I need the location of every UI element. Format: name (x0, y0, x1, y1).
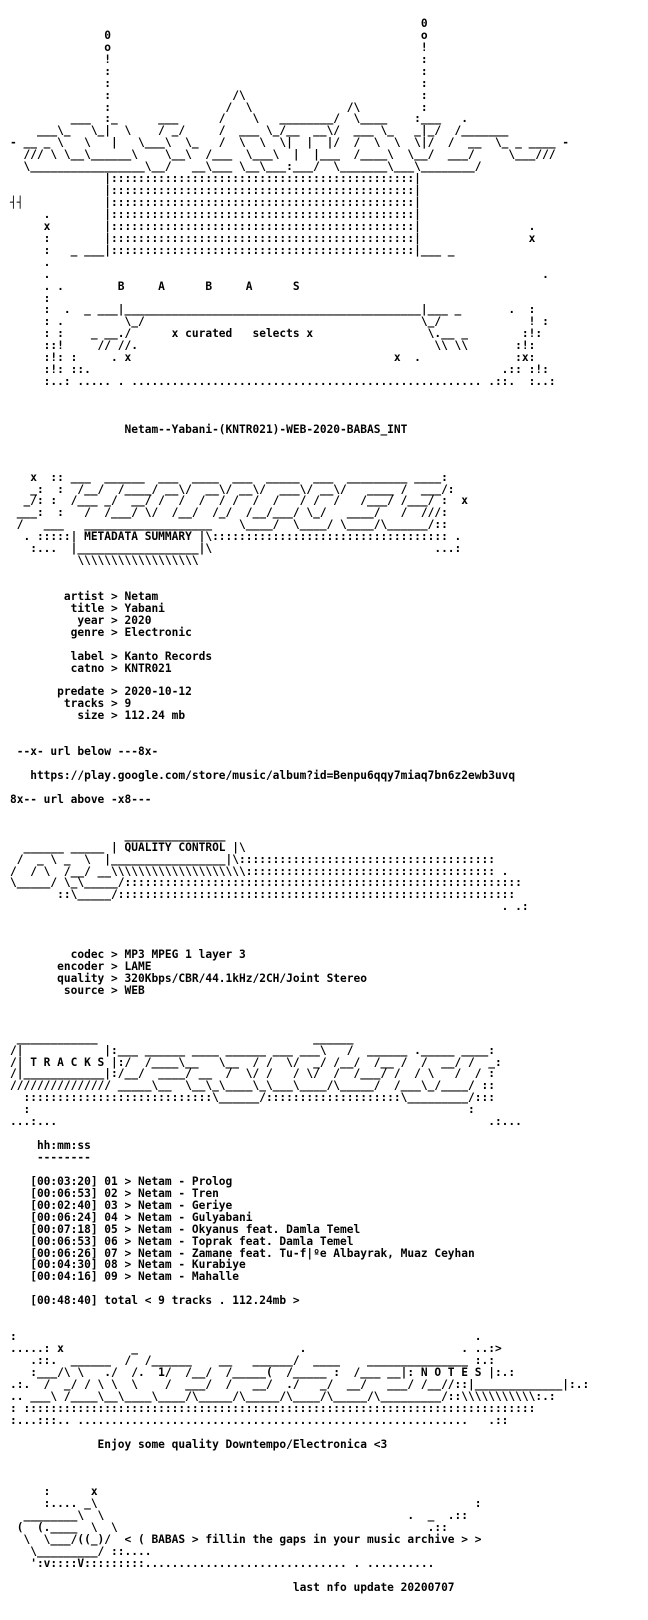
nfo-line: : x (10, 1485, 98, 1499)
notes-text: Enjoy some quality Downtempo/Electronica <3 (10, 1437, 388, 1451)
nfo-line: : |:::::::::::::::::::::::::::::::::::::::::::::| x (10, 231, 536, 245)
track-row: [00:03:20] 01 > Netam - Prolog (10, 1174, 233, 1188)
nfo-line (10, 1427, 589, 1439)
nfo-line: ┤┤ |:::::::::::::::::::::::::::::::::::::::::::::| (10, 196, 421, 209)
nfo-line: : : _ __./ x curated selects x \.__ _ :!: (10, 327, 543, 341)
nfo-line (10, 1021, 589, 1033)
nfo-line (10, 913, 589, 925)
nfo-line: : /\ : (10, 88, 428, 102)
nfo-line (10, 1009, 589, 1021)
nfo-line (10, 567, 589, 579)
metadata-label: label > Kanto Records (10, 649, 213, 663)
nfo-line: : / \ /\ : (10, 100, 428, 114)
notes-heading: :___/\ \ ./ /. 1/ /__/ /_____( /_____ : /___ __|: N O T E S |:.: (10, 1365, 516, 1379)
babas-tagline: \ \___/((_)/ < ( BABAS > fillin the gaps in your music archive > > (10, 1533, 482, 1546)
nfo-line: . .: (10, 900, 529, 914)
track-row: [00:07:18] 05 > Netam - Okyanus feat. Damla Temel (10, 1222, 361, 1236)
nfo-line: 0 o (10, 28, 428, 42)
nfo-line: . . (10, 267, 549, 281)
metadata-genre: genre > Electronic (10, 625, 192, 639)
tracks-heading: /| T R A C K S |:/ /____\__ \__ / / \/ _/ /__/ /__ / / __/ / _: (10, 1055, 502, 1069)
nfo-line (10, 400, 589, 412)
nfo-line: -------- (10, 1151, 91, 1164)
nfo-line: .. ___\ /____\__\____\____/\_____/\_____/\____/\_____/\_________/::\\\\\\\\\\\:.: (10, 1389, 556, 1403)
nfo-document (10, 6, 589, 1594)
nfo-line: : :::::::::::::::::::::::::::::::::::::::::::::::::::::::::::::::::::::::::::: (10, 1401, 536, 1415)
nfo-line: /////////////// _____\__ \__\_\____\_\___\____/\_____/ /___\_/____/ :: (10, 1079, 495, 1093)
nfo-line: _/: : /___ _/ __/ / / / / / / / / / / /___/ /___/ : x (10, 494, 469, 508)
nfo-line: 0 (10, 16, 428, 30)
nfo-line: ...:... .:... (10, 1115, 522, 1129)
track-row: [00:06:53] 06 > Netam - Toprak feat. Damla Temel (10, 1234, 354, 1248)
metadata-tracks: tracks > 9 (10, 697, 132, 711)
nfo-line: : . \_/ \_/ ! : (10, 315, 549, 329)
nfo-line: : (10, 291, 51, 305)
nfo-line: . |:::::::::::::::::::::::::::::::::::::::::::::| (10, 207, 421, 221)
store-url: https://play.google.com/store/music/album?id=Benpu6qqy7miaq7bn6z2ewb3uvq (10, 769, 516, 782)
nfo-line: :.... _\ : (10, 1497, 482, 1511)
nfo-line: : . (10, 1330, 482, 1344)
nfo-line: : . _ ___|____________________________________________|___ _ . : (10, 303, 536, 317)
nfo-line: |:::::::::::::::::::::::::::::::::::::::::::::| (10, 172, 421, 186)
metadata-predate: predate > 2020-10-12 (10, 685, 192, 699)
nfo-line: o ! (10, 40, 428, 54)
metadata-catno: catno > KNTR021 (10, 661, 172, 675)
nfo-line (10, 1128, 589, 1140)
nfo-line: ___ :_ ___ / \ ________/ \____ :___ . (10, 112, 469, 126)
track-row: [00:04:30] 08 > Netam - Kurabiye (10, 1258, 246, 1272)
nfo-line: :... |__________________|\ ...: (10, 542, 462, 556)
nfo-line (10, 818, 589, 830)
nfo-line: .....: x _ . . ..:> (10, 1342, 502, 1355)
metadata-artist: artist > Netam (10, 589, 159, 603)
nfo-line: ___\_ \_| \ / _/ / ___ \_/__ __\/ ___ \_ _|_/ /_______ (10, 124, 509, 138)
nfo-line: / / \ /__/ __\\\\\\\\\\\\\\\\\\\\::::::::::::::::::::::::::::::::::::: . (10, 864, 509, 878)
nfo-line: _: : /__/ /____/ __\/ __\/ __\/ ___\/ __\/ ____ / ___/: (10, 482, 455, 496)
nfo-line (10, 1462, 589, 1474)
nfo-line: _______________ (10, 828, 226, 842)
nfo-line: :...:::.. .......................................................... .:: (10, 1413, 509, 1427)
nfo-line: : : (10, 64, 428, 78)
nfo-line (10, 436, 589, 448)
nfo-line: ! : (10, 52, 428, 66)
metadata-title: title > Yabani (10, 601, 165, 615)
release-name: Netam--Yabani-(KNTR021)-WEB-2020-BABAS_INT (10, 422, 408, 436)
nfo-line (10, 722, 589, 734)
nfo-line: /// \ \__\______\ \__\ /___ \___\ | |___ /____\ \__/ ___/ \___/// (10, 148, 556, 162)
last-update: last nfo update 20200707 (10, 1580, 455, 1594)
nfo-line: x |:::::::::::::::::::::::::::::::::::::::::::::| . (10, 219, 536, 233)
nfo-line (10, 460, 589, 472)
nfo-line: ( (.____ \ \ .:: (10, 1521, 448, 1535)
metadata-size: size > 112.24 mb (10, 709, 186, 723)
nfo-line: :!: : . x x . :x: (10, 351, 536, 365)
track-row: [00:02:40] 03 > Netam - Geriye (10, 1198, 233, 1212)
quality-encoder: encoder > LAME (10, 960, 152, 973)
nfo-line: x :: ___ ______ ___ ____ ___ _____ ___ _________ ____: (10, 470, 448, 484)
nfo-line: - __ _ \ \ | \___\ \_ / \ \ \| | |/ / \ \ \|/ / __ \_ _ ____ - (10, 136, 570, 150)
nfo-line (10, 806, 589, 818)
quality-control-heading: ______ _____ | QUALITY CONTROL |\ (10, 840, 246, 854)
quality-quality: quality > 320Kbps/CBR/44.1kHz/2CH/Joint Stereo (10, 971, 367, 985)
nfo-line: ::::::::::::::::::::::::::::\______/::::::::::::::::::::\_________/::: (10, 1091, 495, 1105)
nfo-line: \_____/ \_\_____/::::::::::::::::::::::::::::::::::::::::::::::::::::::::::: (10, 876, 522, 890)
nfo-line: .::. ______ / /______ __ ______/ ____ _______________ :.: (10, 1353, 495, 1367)
nfo-line: ________\ \ . _ .:: (10, 1509, 469, 1523)
nfo-line: . (10, 255, 51, 269)
metadata-year: year > 2020 (10, 613, 152, 627)
nfo-line: ____________ ______ (10, 1031, 354, 1045)
nfo-line: ::\_____/::::::::::::::::::::::::::::::::::::::::::::::::::::::::::: (10, 888, 516, 902)
metadata-summary-heading: . :::::| METADATA SUMMARY |\::::::::::::::::::::::::::::::::::: . (10, 530, 462, 544)
nfo-line: . . B A B A S (10, 279, 300, 293)
nfo-line (10, 448, 589, 460)
nfo-line: / ___ ___________________ \____/ \____/ \____/\______/:: (10, 518, 448, 532)
nfo-line: : _ ___|:::::::::::::::::::::::::::::::::::::::::::::|___ _ (10, 243, 455, 257)
nfo-line: / _ \ _ \ |_________________|\:::::::::::::::::::::::::::::::::::::: (10, 852, 495, 866)
nfo-line (10, 1450, 589, 1462)
quality-codec: codec > MP3 MPEG 1 layer 3 (10, 948, 246, 962)
nfo-line: :!: ::. .:: :!: (10, 363, 549, 377)
nfo-line (10, 388, 589, 400)
nfo-line (10, 997, 589, 1009)
nfo-line: .:. / _/ / \ \ \ / ___/ / __/ ./ _/ __/ ___/ /__//::|_____________|:.: (10, 1377, 590, 1391)
nfo-line (10, 925, 589, 937)
nfo-line: : : (10, 76, 428, 90)
nfo-line: ___: : / /___/ \/ /__/ /_/ /__/___/ \_/ ____/ / ///: (10, 506, 448, 520)
nfo-line: \\\\\\\\\\\\\\\\\\ (10, 554, 199, 568)
nfo-line: ':v::::V:::::::::.............................. . .......... (10, 1556, 435, 1570)
nfo-line: ::! // //. \\ \\ :!: (10, 339, 536, 353)
track-row: [00:04:16] 09 > Netam - Mahalle (10, 1270, 240, 1284)
nfo-line: \_________/ ::.... (10, 1544, 152, 1558)
time-format-header: hh:mm:ss (10, 1139, 91, 1153)
nfo-line: /| |:___ ______ ____ ______ ___ ___\ / ______ ._____ ____: (10, 1043, 495, 1057)
nfo-line: \_________________\__/ __\___ \__\___:___/ \_______\___\________/ (10, 160, 482, 174)
nfo-line: /|____________|:/__/ ____/ __ / \/ / / \/ / /___/ / / \ / / : (10, 1067, 495, 1081)
nfo-line (10, 639, 589, 651)
url-below-marker: --x- url below ---8x- (10, 745, 159, 759)
nfo-line (10, 1307, 589, 1319)
nfo-line: |:::::::::::::::::::::::::::::::::::::::::::::| (10, 184, 421, 198)
quality-source: source > WEB (10, 983, 145, 997)
track-total: [00:48:40] total < 9 tracks . 112.24mb > (10, 1294, 300, 1308)
url-above-marker: 8x-- url above -x8--- (10, 792, 152, 806)
track-row: [00:06:24] 04 > Netam - Gulyabani (10, 1210, 253, 1224)
track-row: [00:06:26] 07 > Netam - Zamane feat. Tu-f|ºe Albayrak, Muaz Ceyhan (10, 1246, 475, 1260)
nfo-line (10, 1570, 589, 1582)
track-row: [00:06:53] 02 > Netam - Tren (10, 1186, 219, 1200)
nfo-line: :..: ..... . .................................................... .::. :..: (10, 375, 556, 389)
nfo-line: : : (10, 1103, 475, 1117)
